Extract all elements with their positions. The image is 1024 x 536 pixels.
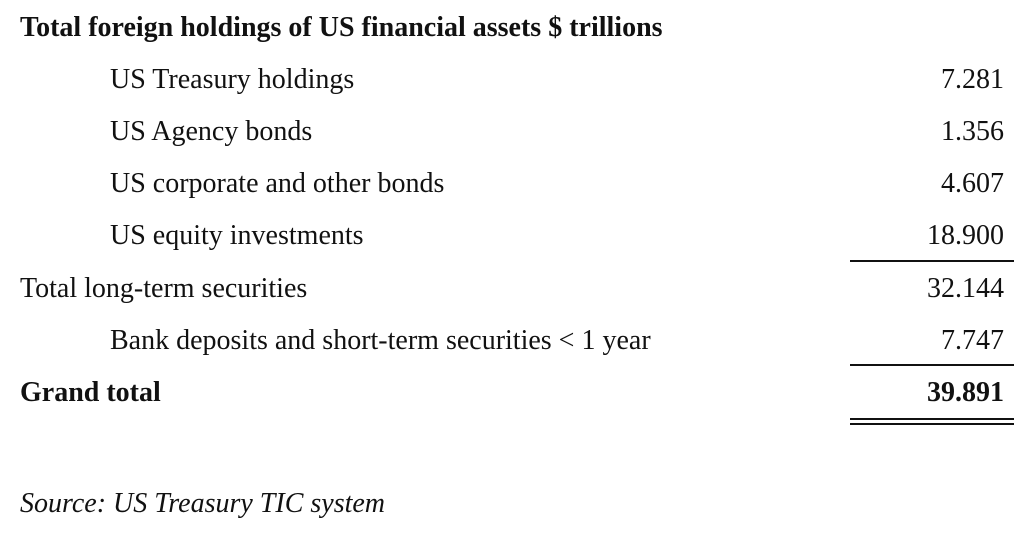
- row-label: US Treasury holdings: [110, 64, 355, 95]
- row-value: 18.900: [927, 220, 1004, 251]
- table-row: [0, 158, 1024, 210]
- grand-total-label: Grand total: [20, 377, 161, 408]
- row-label: Bank deposits and short-term securities < 1 year: [110, 325, 651, 356]
- row-label: Total long-term securities: [20, 273, 308, 304]
- source-note: Source: US Treasury TIC system: [20, 488, 386, 519]
- table-row: [0, 315, 1024, 367]
- table-title: Total foreign holdings of US financial assets $ trillions: [20, 12, 663, 43]
- grand-total-row: [0, 367, 1024, 419]
- table-row: [0, 106, 1024, 158]
- row-label: US Agency bonds: [110, 116, 313, 147]
- table-row: [0, 54, 1024, 106]
- row-value: 7.747: [941, 325, 1004, 356]
- row-value: 4.607: [941, 168, 1004, 199]
- double-rule-top: [850, 418, 1014, 420]
- subtotal-row: [0, 263, 1024, 315]
- row-label: US equity investments: [110, 220, 364, 251]
- row-label: US corporate and other bonds: [110, 168, 445, 199]
- row-value: 32.144: [927, 273, 1004, 304]
- subtotal-rule: [850, 260, 1014, 262]
- total-rule: [850, 364, 1014, 366]
- row-value: 1.356: [941, 116, 1004, 147]
- table-row: [0, 210, 1024, 262]
- double-rule-bottom: [850, 423, 1014, 425]
- row-value: 7.281: [941, 64, 1004, 95]
- grand-total-value: 39.891: [927, 377, 1004, 408]
